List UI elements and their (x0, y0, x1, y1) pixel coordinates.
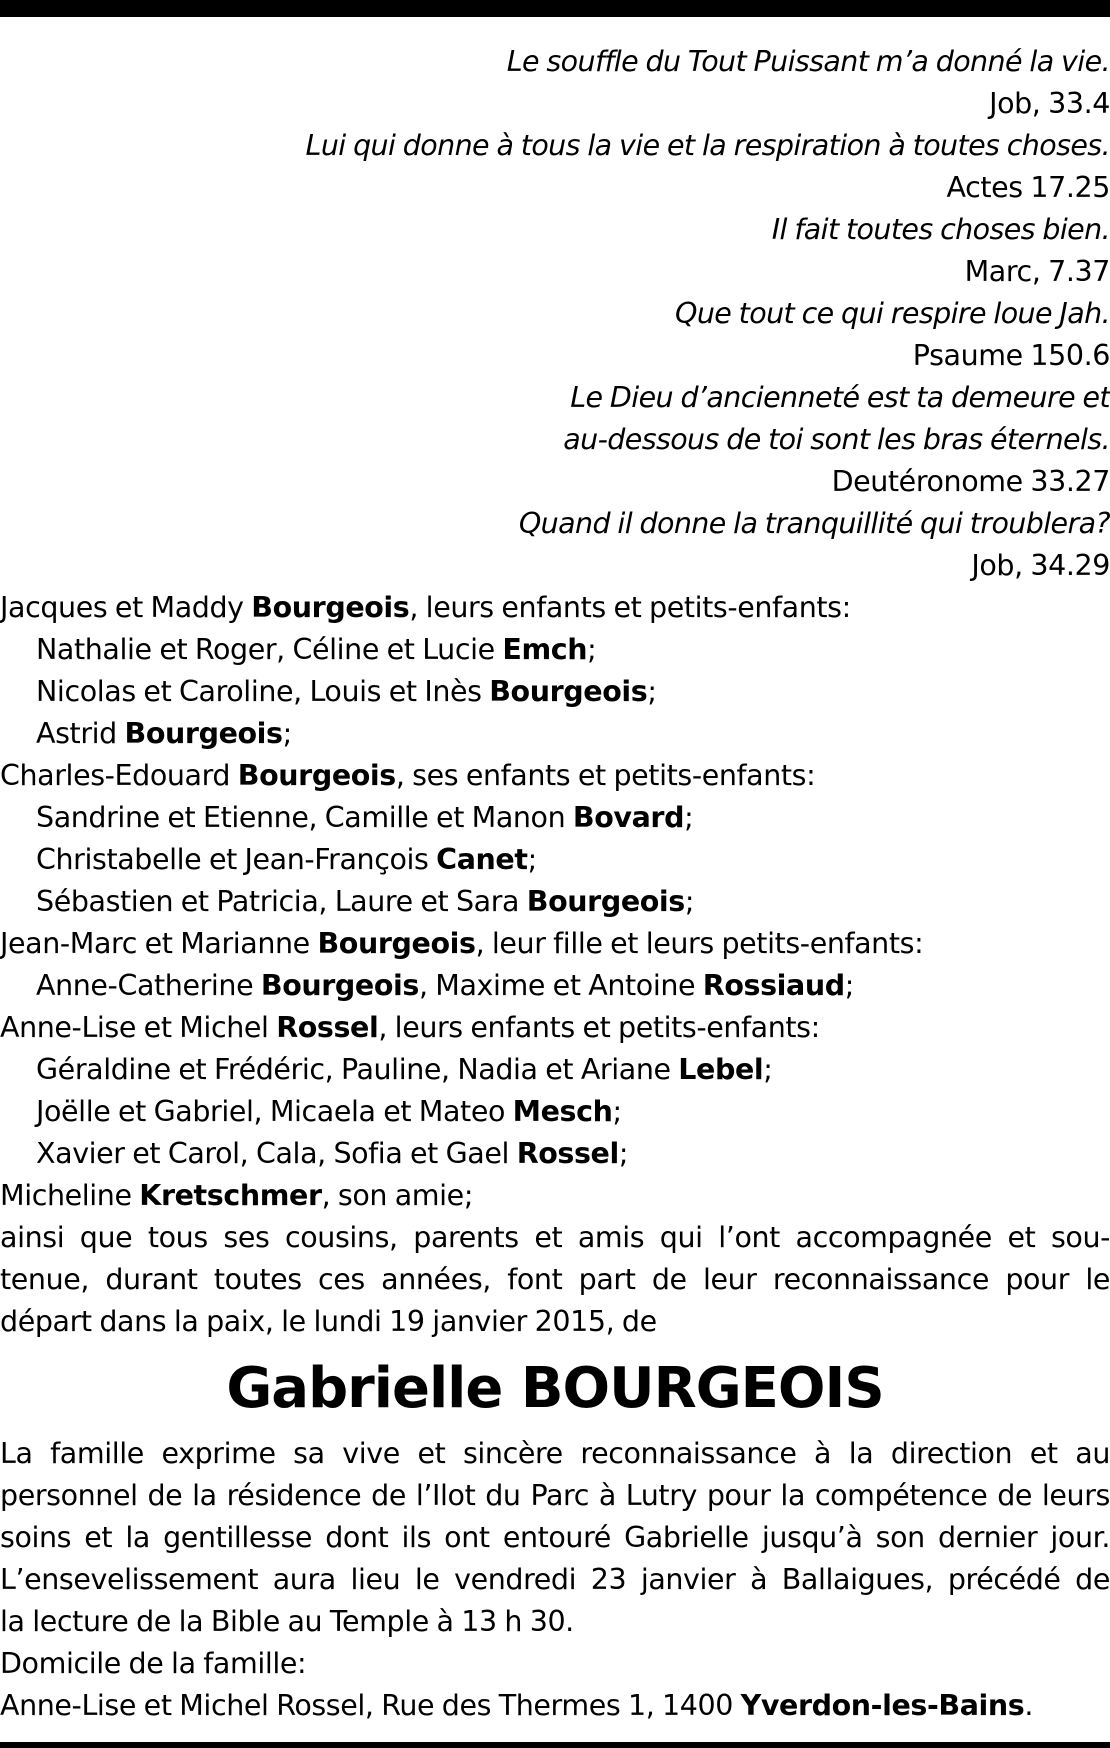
announcement-line: ainsi que tous ses cousins, parents et amis qui l’ont accompagnée et sou- (0, 1221, 1110, 1254)
top-rule (0, 0, 1110, 17)
deceased-name: Gabrielle BOURGEOIS (226, 1356, 884, 1421)
announcement-line: tenue, durant toutes ces années, font part de leur reconnaissance pour le (0, 1263, 1110, 1296)
domicile-address: Anne-Lise et Michel Rossel, Rue des Thermes 1, 1400 Yverdon-les-Bains. (0, 1689, 1034, 1722)
burial-paragraph (0, 1559, 1110, 1643)
quote-verse: Quand il donne la tranquillité qui troublera? (518, 507, 1110, 540)
quote-reference: Job, 33.4 (989, 87, 1110, 120)
quote-verse: au-dessous de toi sont les bras éternels. (563, 423, 1110, 456)
burial-line: L’ensevelissement aura lieu le vendredi 23 janvier à Ballaigues, précédé de (0, 1563, 1110, 1596)
family-line: Jean-Marc et Marianne Bourgeois, leur fille et leurs petits-enfants: (0, 927, 924, 960)
family-line: Christabelle et Jean-François Canet; (36, 843, 537, 876)
family-line: Sandrine et Etienne, Camille et Manon Bovard; (36, 801, 694, 834)
quote-reference: Psaume 150.6 (912, 339, 1110, 372)
quote-reference: Actes 17.25 (946, 171, 1110, 204)
family-line: Sébastien et Patricia, Laure et Sara Bourgeois; (36, 885, 695, 918)
quote-reference: Job, 34.29 (971, 549, 1110, 582)
family-line: Anne-Catherine Bourgeois, Maxime et Antoine Rossiaud; (36, 969, 854, 1002)
quote-reference: Deutéronome 33.27 (831, 465, 1110, 498)
domicile-label: Domicile de la famille: (0, 1647, 307, 1680)
family-line: Nathalie et Roger, Céline et Lucie Emch; (36, 633, 597, 666)
family-line: Géraldine et Frédéric, Pauline, Nadia et Ariane Lebel; (36, 1053, 773, 1086)
family-line: Charles-Edouard Bourgeois, ses enfants et petits-enfants: (0, 759, 816, 792)
bible-quotes (0, 41, 1110, 587)
thanks-line: personnel de la résidence de l’Ilot du Parc à Lutry pour la compétence de leurs (0, 1479, 1110, 1512)
family-line: Joëlle et Gabriel, Micaela et Mateo Mesch; (36, 1095, 622, 1128)
obituary-notice (0, 41, 1110, 1731)
quote-verse: Que tout ce qui respire loue Jah. (674, 297, 1110, 330)
quote-verse: Lui qui donne à tous la vie et la respiration à toutes choses. (305, 129, 1110, 162)
family-line: Jacques et Maddy Bourgeois, leurs enfants et petits-enfants: (0, 591, 851, 624)
family-line: Xavier et Carol, Cala, Sofia et Gael Rossel; (36, 1137, 629, 1170)
family-line: Micheline Kretschmer, son amie; (0, 1179, 474, 1212)
thanks-line: La famille exprime sa vive et sincère reconnaissance à la direction et au (0, 1437, 1110, 1470)
burial-line: la lecture de la Bible au Temple à 13 h 30. (0, 1605, 574, 1638)
quote-verse: Le souffle du Tout Puissant m’a donné la vie. (506, 45, 1110, 78)
family-domicile (0, 1643, 1110, 1727)
quote-verse: Il fait toutes choses bien. (771, 213, 1110, 246)
domicile-city: Yverdon-les-Bains (740, 1689, 1025, 1722)
announcement-line: départ dans la paix, le lundi 19 janvier 2015, de (0, 1305, 657, 1338)
family-line: Astrid Bourgeois; (36, 717, 292, 750)
announcement-paragraph (0, 1217, 1110, 1343)
thanks-line: soins et la gentillesse dont ils ont entouré Gabrielle jusqu’à son dernier jour. (0, 1521, 1110, 1554)
family-line: Nicolas et Caroline, Louis et Inès Bourgeois; (36, 675, 657, 708)
family-line: Anne-Lise et Michel Rossel, leurs enfants et petits-enfants: (0, 1011, 820, 1044)
bottom-rule (0, 1742, 1110, 1748)
thanks-paragraph (0, 1433, 1110, 1559)
family-list (0, 587, 1110, 1217)
quote-verse: Le Dieu d’ancienneté est ta demeure et (570, 381, 1110, 414)
quote-reference: Marc, 7.37 (964, 255, 1110, 288)
